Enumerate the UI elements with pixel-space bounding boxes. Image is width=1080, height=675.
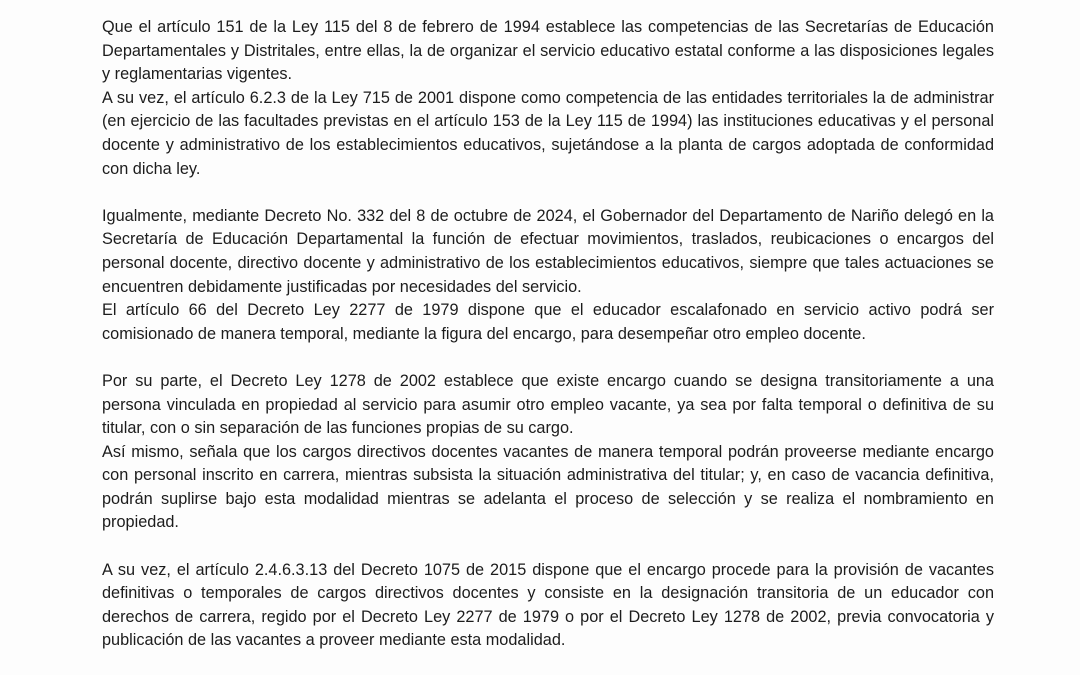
document-body	[102, 16, 994, 653]
paragraph-decreto-332: Igualmente, mediante Decreto No. 332 del 8 de octubre de 2024, el Gobernador del Departamento de Nariño delegó en la Secretaría de Educación Departamental la función de efectuar movimientos, traslados, reubicaciones o encargos del personal docente, directivo docente y administrativo de los establecimientos educativos, siempre que tales actuaciones se encuentren debidamente justificadas por necesidades del servicio.	[102, 206, 994, 296]
paragraph-asi-mismo: Así mismo, señala que los cargos directivos docentes vacantes de manera temporal podrán proveerse mediante encargo con personal inscrito en carrera, mientras subsista la situación administrativa del titular; y, en caso de vacancia definitiva, podrán suplirse bajo esta modalidad mientras se adelanta el proceso de selección y se realiza el nombramiento en propiedad.	[102, 442, 994, 532]
paragraph-articulo-151: Que el artículo 151 de la Ley 115 del 8 de febrero de 1994 establece las competencias de las Secretarías de Educación Departamentales y Distritales, entre ellas, la de organizar el servicio educativo estatal conforme a las disposiciones legales y reglamentarias vigentes.	[102, 18, 994, 84]
paragraph-decreto-1075: A su vez, el artículo 2.4.6.3.13 del Decreto 1075 de 2015 dispone que el encargo procede para la provisión de vacantes definitivas o temporales de cargos directivos docentes y consiste en la designación transitoria de un educador con derechos de carrera, regido por el Decreto Ley 2277 de 1979 o por el Decreto Ley 1278 de 2002, previa convocatoria y publicación de las vacantes a proveer mediante esta modalidad.	[102, 560, 994, 650]
paragraph-articulo-6-2-3: A su vez, el artículo 6.2.3 de la Ley 715 de 2001 dispone como competencia de las entidades territoriales la de administrar (en ejercicio de las facultades previstas en el artículo 153 de la Ley 115 de 1994) las instituciones educativas y el personal docente y administrativo de los establecimientos educativos, sujetándose a la planta de cargos adoptada de conformidad con dicha ley.	[102, 88, 994, 178]
paragraph-decreto-1278: Por su parte, el Decreto Ley 1278 de 2002 establece que existe encargo cuando se designa transitoriamente a una persona vinculada en propiedad al servicio para asumir otro empleo vacante, ya sea por falta temporal o definitiva de su titular, con o sin separación de las funciones propias de su cargo.	[102, 371, 994, 438]
paragraph-articulo-66: El artículo 66 del Decreto Ley 2277 de 1979 dispone que el educador escalafonado en servicio activo podrá ser comisionado de manera temporal, mediante la figura del encargo, para desempeñar otro empleo docente.	[102, 301, 994, 343]
